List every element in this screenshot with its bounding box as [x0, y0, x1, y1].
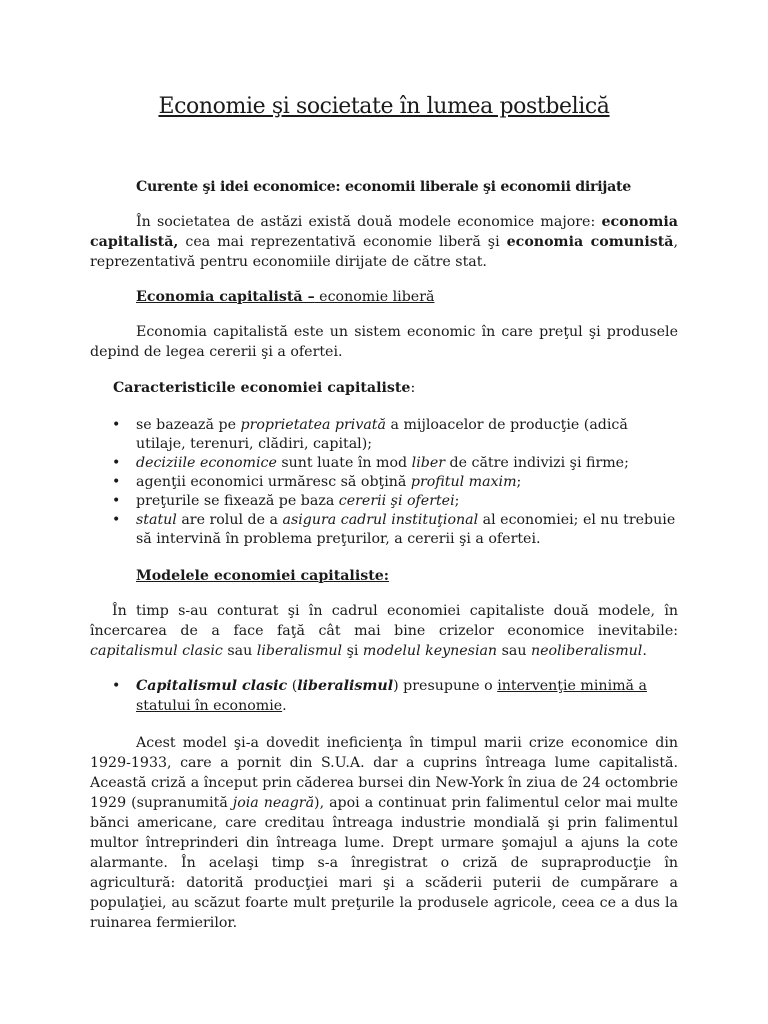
paragraph-intro: În societatea de astăzi există două modele economice majore: economia capitalistă, cea mai reprezentativă economie liberă şi economia comunistă, reprezentativă pentru economiile dirijate de către stat. [90, 214, 678, 270]
section-heading-curente: Curente şi idei economice: economii liberale şi economii dirijate [136, 179, 631, 195]
list-item: • deciziile economice sunt luate în mod liber de către indivizi şi firme; [112, 455, 629, 471]
list-item: • Capitalismul clasic (liberalismul) presupune o intervenţie minimă a statului în economie. [112, 678, 647, 714]
paragraph-modele: În timp s-au conturat şi în cadrul economiei capitaliste două modele, în încercarea de a face faţă cât mai bine crizelor economice inevitabile: capitalismul clasic sau liberalismul şi modelul keynesian sau neoliberalismul. [90, 603, 678, 659]
paragraph-definitie: Economia capitalistă este un sistem economic în care preţul şi produsele depind de legea cererii şi a ofertei. [90, 324, 678, 360]
page-title: Economie şi societate în lumea postbelică [158, 94, 610, 119]
paragraph-criza: Acest model şi-a dovedit ineficienţa în timpul marii crize economice din 1929-1933, care a pornit din S.U.A. dar a cuprins întreaga lume capitalistă. Această criză a început prin căderea bursei din New-York în ziua de 24 octombrie 1929 (supranumită joia neagră), apoi a continuat prin falimentul celor mai multe bănci americane, care creditau întreaga industrie mondială şi prin falimentul multor întreprinderi din întreaga lume. Drept urmare şomajul a ajuns la cote alarmante. În acelaşi timp s-a înregistrat o criză de supraproducţie în agricultură: datorită producţiei mari şi a scăderii puterii de cumpărare a populaţiei, au scăzut foarte mult preţurile la produsele agricole, ceea ce a dus la ruinarea fermierilor. [90, 735, 678, 931]
bullet-icon: • [112, 512, 121, 528]
bullet-icon: • [112, 493, 121, 509]
list-item: • agenţii economici urmăresc să obţină profitul maxim; [112, 474, 522, 490]
models-list [90, 676, 678, 716]
section-heading-caracteristici: Caracteristicile economiei capitaliste: [113, 380, 416, 396]
bullet-icon: • [112, 678, 121, 694]
list-item: • se bazează pe proprietatea privată a mijloacelor de producţie (adică utilaje, terenuri, clădiri, capital); [112, 417, 628, 452]
section-heading-economia-capitalista: Economia capitalistă – economie liberă [136, 289, 435, 305]
list-item: • preţurile se fixează pe baza cererii şi ofertei; [112, 493, 460, 509]
section-heading-modele: Modelele economiei capitaliste: [136, 568, 390, 584]
characteristics-list [90, 416, 678, 549]
bullet-icon: • [112, 455, 121, 471]
list-item: • statul are rolul de a asigura cadrul instituţional al economiei; el nu trebuie să intervină în problema preţurilor, a cererii şi a ofertei. [112, 512, 676, 547]
bullet-icon: • [112, 474, 121, 490]
bullet-icon: • [112, 417, 121, 433]
